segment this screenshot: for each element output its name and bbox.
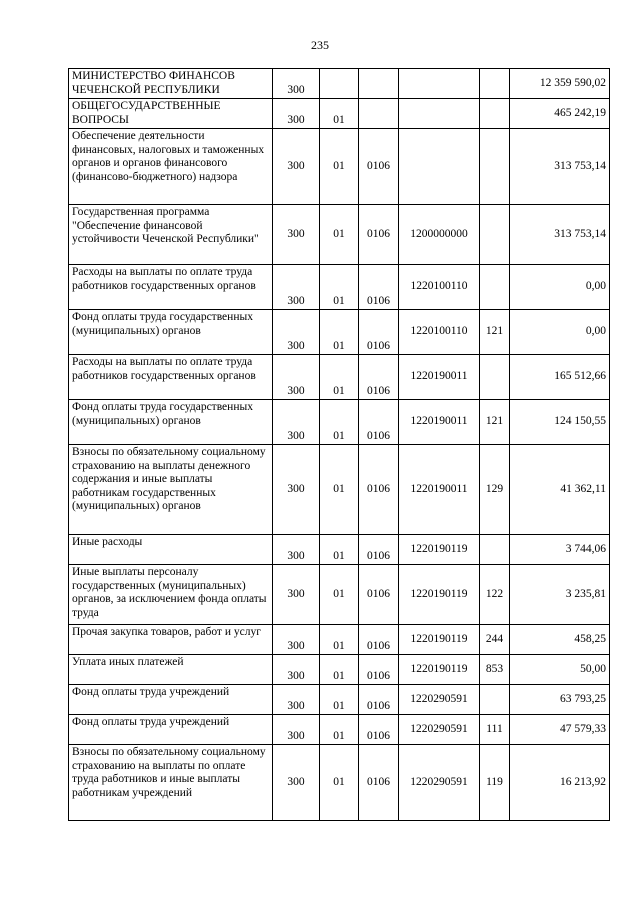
row-sum: 50,00 xyxy=(510,655,610,685)
row-ved: 300 xyxy=(273,310,320,355)
row-ved: 300 xyxy=(273,99,320,129)
table-row xyxy=(69,565,610,625)
row-pr: 0106 xyxy=(359,205,399,265)
row-csr: 1220190119 xyxy=(399,655,480,685)
row-rz: 01 xyxy=(320,400,359,445)
row-rz: 01 xyxy=(320,625,359,655)
row-rz: 01 xyxy=(320,310,359,355)
table-row xyxy=(69,400,610,445)
row-ved: 300 xyxy=(273,745,320,821)
row-sum: 47 579,33 xyxy=(510,715,610,745)
row-sum: 16 213,92 xyxy=(510,745,610,821)
row-sum: 165 512,66 xyxy=(510,355,610,400)
row-name: Государственная программа "Обеспечение финансовой устойчивости Чеченской Республики" xyxy=(69,205,273,265)
row-pr: 0106 xyxy=(359,265,399,310)
row-csr: 1220100110 xyxy=(399,310,480,355)
row-vr xyxy=(480,129,510,205)
table-row xyxy=(69,310,610,355)
table-row xyxy=(69,715,610,745)
row-rz: 01 xyxy=(320,99,359,129)
row-csr: 1220190011 xyxy=(399,445,480,535)
row-vr: 119 xyxy=(480,745,510,821)
row-vr: 111 xyxy=(480,715,510,745)
row-sum: 3 235,81 xyxy=(510,565,610,625)
row-pr xyxy=(359,99,399,129)
row-name: Иные выплаты персоналу государственных (муниципальных) органов, за исключением фонда оплаты труда xyxy=(69,565,273,625)
row-vr xyxy=(480,265,510,310)
row-sum: 3 744,06 xyxy=(510,535,610,565)
row-ved: 300 xyxy=(273,625,320,655)
row-sum: 41 362,11 xyxy=(510,445,610,535)
row-sum: 313 753,14 xyxy=(510,205,610,265)
row-sum: 0,00 xyxy=(510,310,610,355)
row-vr: 244 xyxy=(480,625,510,655)
row-pr: 0106 xyxy=(359,565,399,625)
row-pr: 0106 xyxy=(359,535,399,565)
row-pr: 0106 xyxy=(359,400,399,445)
row-pr xyxy=(359,69,399,99)
row-ved: 300 xyxy=(273,685,320,715)
budget-table xyxy=(68,68,610,821)
row-rz: 01 xyxy=(320,715,359,745)
row-ved: 300 xyxy=(273,565,320,625)
row-rz: 01 xyxy=(320,265,359,310)
table-row xyxy=(69,745,610,821)
row-ved: 300 xyxy=(273,715,320,745)
row-sum: 458,25 xyxy=(510,625,610,655)
row-name: Взносы по обязательному социальному страхованию на выплаты по оплате труда работников и иные выплаты работникам учреждений xyxy=(69,745,273,821)
table-row xyxy=(69,129,610,205)
table-row xyxy=(69,265,610,310)
row-vr xyxy=(480,535,510,565)
row-rz xyxy=(320,69,359,99)
row-name: Иные расходы xyxy=(69,535,273,565)
row-csr xyxy=(399,129,480,205)
table-row xyxy=(69,205,610,265)
row-sum: 124 150,55 xyxy=(510,400,610,445)
row-name: Фонд оплаты труда учреждений xyxy=(69,685,273,715)
row-ved: 300 xyxy=(273,535,320,565)
row-sum: 63 793,25 xyxy=(510,685,610,715)
row-name: МИНИСТЕРСТВО ФИНАНСОВ ЧЕЧЕНСКОЙ РЕСПУБЛИКИ xyxy=(69,69,273,99)
row-vr xyxy=(480,99,510,129)
table-row xyxy=(69,625,610,655)
row-rz: 01 xyxy=(320,355,359,400)
row-vr: 121 xyxy=(480,310,510,355)
row-name: Фонд оплаты труда государственных (муниципальных) органов xyxy=(69,400,273,445)
row-sum: 465 242,19 xyxy=(510,99,610,129)
row-rz: 01 xyxy=(320,205,359,265)
row-name: Фонд оплаты труда учреждений xyxy=(69,715,273,745)
row-name: Прочая закупка товаров, работ и услуг xyxy=(69,625,273,655)
row-name: Расходы на выплаты по оплате труда работников государственных органов xyxy=(69,265,273,310)
row-rz: 01 xyxy=(320,685,359,715)
row-ved: 300 xyxy=(273,69,320,99)
row-ved: 300 xyxy=(273,129,320,205)
row-pr: 0106 xyxy=(359,355,399,400)
row-vr xyxy=(480,205,510,265)
table-row xyxy=(69,355,610,400)
row-ved: 300 xyxy=(273,205,320,265)
row-sum: 313 753,14 xyxy=(510,129,610,205)
row-pr: 0106 xyxy=(359,310,399,355)
row-ved: 300 xyxy=(273,400,320,445)
row-csr: 1220290591 xyxy=(399,715,480,745)
row-rz: 01 xyxy=(320,565,359,625)
row-vr: 121 xyxy=(480,400,510,445)
row-ved: 300 xyxy=(273,355,320,400)
row-pr: 0106 xyxy=(359,745,399,821)
row-rz: 01 xyxy=(320,445,359,535)
table-row xyxy=(69,535,610,565)
row-csr: 1200000000 xyxy=(399,205,480,265)
table-row xyxy=(69,685,610,715)
row-pr: 0106 xyxy=(359,685,399,715)
row-vr: 122 xyxy=(480,565,510,625)
row-csr: 1220190119 xyxy=(399,625,480,655)
row-csr: 1220190119 xyxy=(399,535,480,565)
row-name: Взносы по обязательному социальному страхованию на выплаты денежного содержания и иные выплаты работникам государственных (муниципальных) органов xyxy=(69,445,273,535)
row-sum: 12 359 590,02 xyxy=(510,69,610,99)
row-name: Обеспечение деятельности финансовых, налоговых и таможенных органов и органов финансового (финансово-бюджетного) надзора xyxy=(69,129,273,205)
row-name: Расходы на выплаты по оплате труда работников государственных органов xyxy=(69,355,273,400)
row-vr: 853 xyxy=(480,655,510,685)
table-row xyxy=(69,655,610,685)
row-name: Фонд оплаты труда государственных (муниципальных) органов xyxy=(69,310,273,355)
row-rz: 01 xyxy=(320,535,359,565)
table-row xyxy=(69,445,610,535)
row-csr: 1220290591 xyxy=(399,745,480,821)
row-csr: 1220190011 xyxy=(399,400,480,445)
row-name: ОБЩЕГОСУДАРСТВЕННЫЕ ВОПРОСЫ xyxy=(69,99,273,129)
row-pr: 0106 xyxy=(359,445,399,535)
row-csr: 1220100110 xyxy=(399,265,480,310)
row-csr: 1220190119 xyxy=(399,565,480,625)
row-vr xyxy=(480,69,510,99)
row-ved: 300 xyxy=(273,265,320,310)
row-csr xyxy=(399,99,480,129)
row-sum: 0,00 xyxy=(510,265,610,310)
row-rz: 01 xyxy=(320,129,359,205)
row-name: Уплата иных платежей xyxy=(69,655,273,685)
row-csr: 1220190011 xyxy=(399,355,480,400)
row-pr: 0106 xyxy=(359,625,399,655)
row-vr xyxy=(480,685,510,715)
row-pr: 0106 xyxy=(359,129,399,205)
row-rz: 01 xyxy=(320,745,359,821)
row-pr: 0106 xyxy=(359,715,399,745)
row-csr: 1220290591 xyxy=(399,685,480,715)
table-row xyxy=(69,99,610,129)
row-csr xyxy=(399,69,480,99)
row-rz: 01 xyxy=(320,655,359,685)
table-row xyxy=(69,69,610,99)
row-pr: 0106 xyxy=(359,655,399,685)
row-ved: 300 xyxy=(273,655,320,685)
page-number: 235 xyxy=(311,38,329,52)
row-vr xyxy=(480,355,510,400)
row-vr: 129 xyxy=(480,445,510,535)
row-ved: 300 xyxy=(273,445,320,535)
